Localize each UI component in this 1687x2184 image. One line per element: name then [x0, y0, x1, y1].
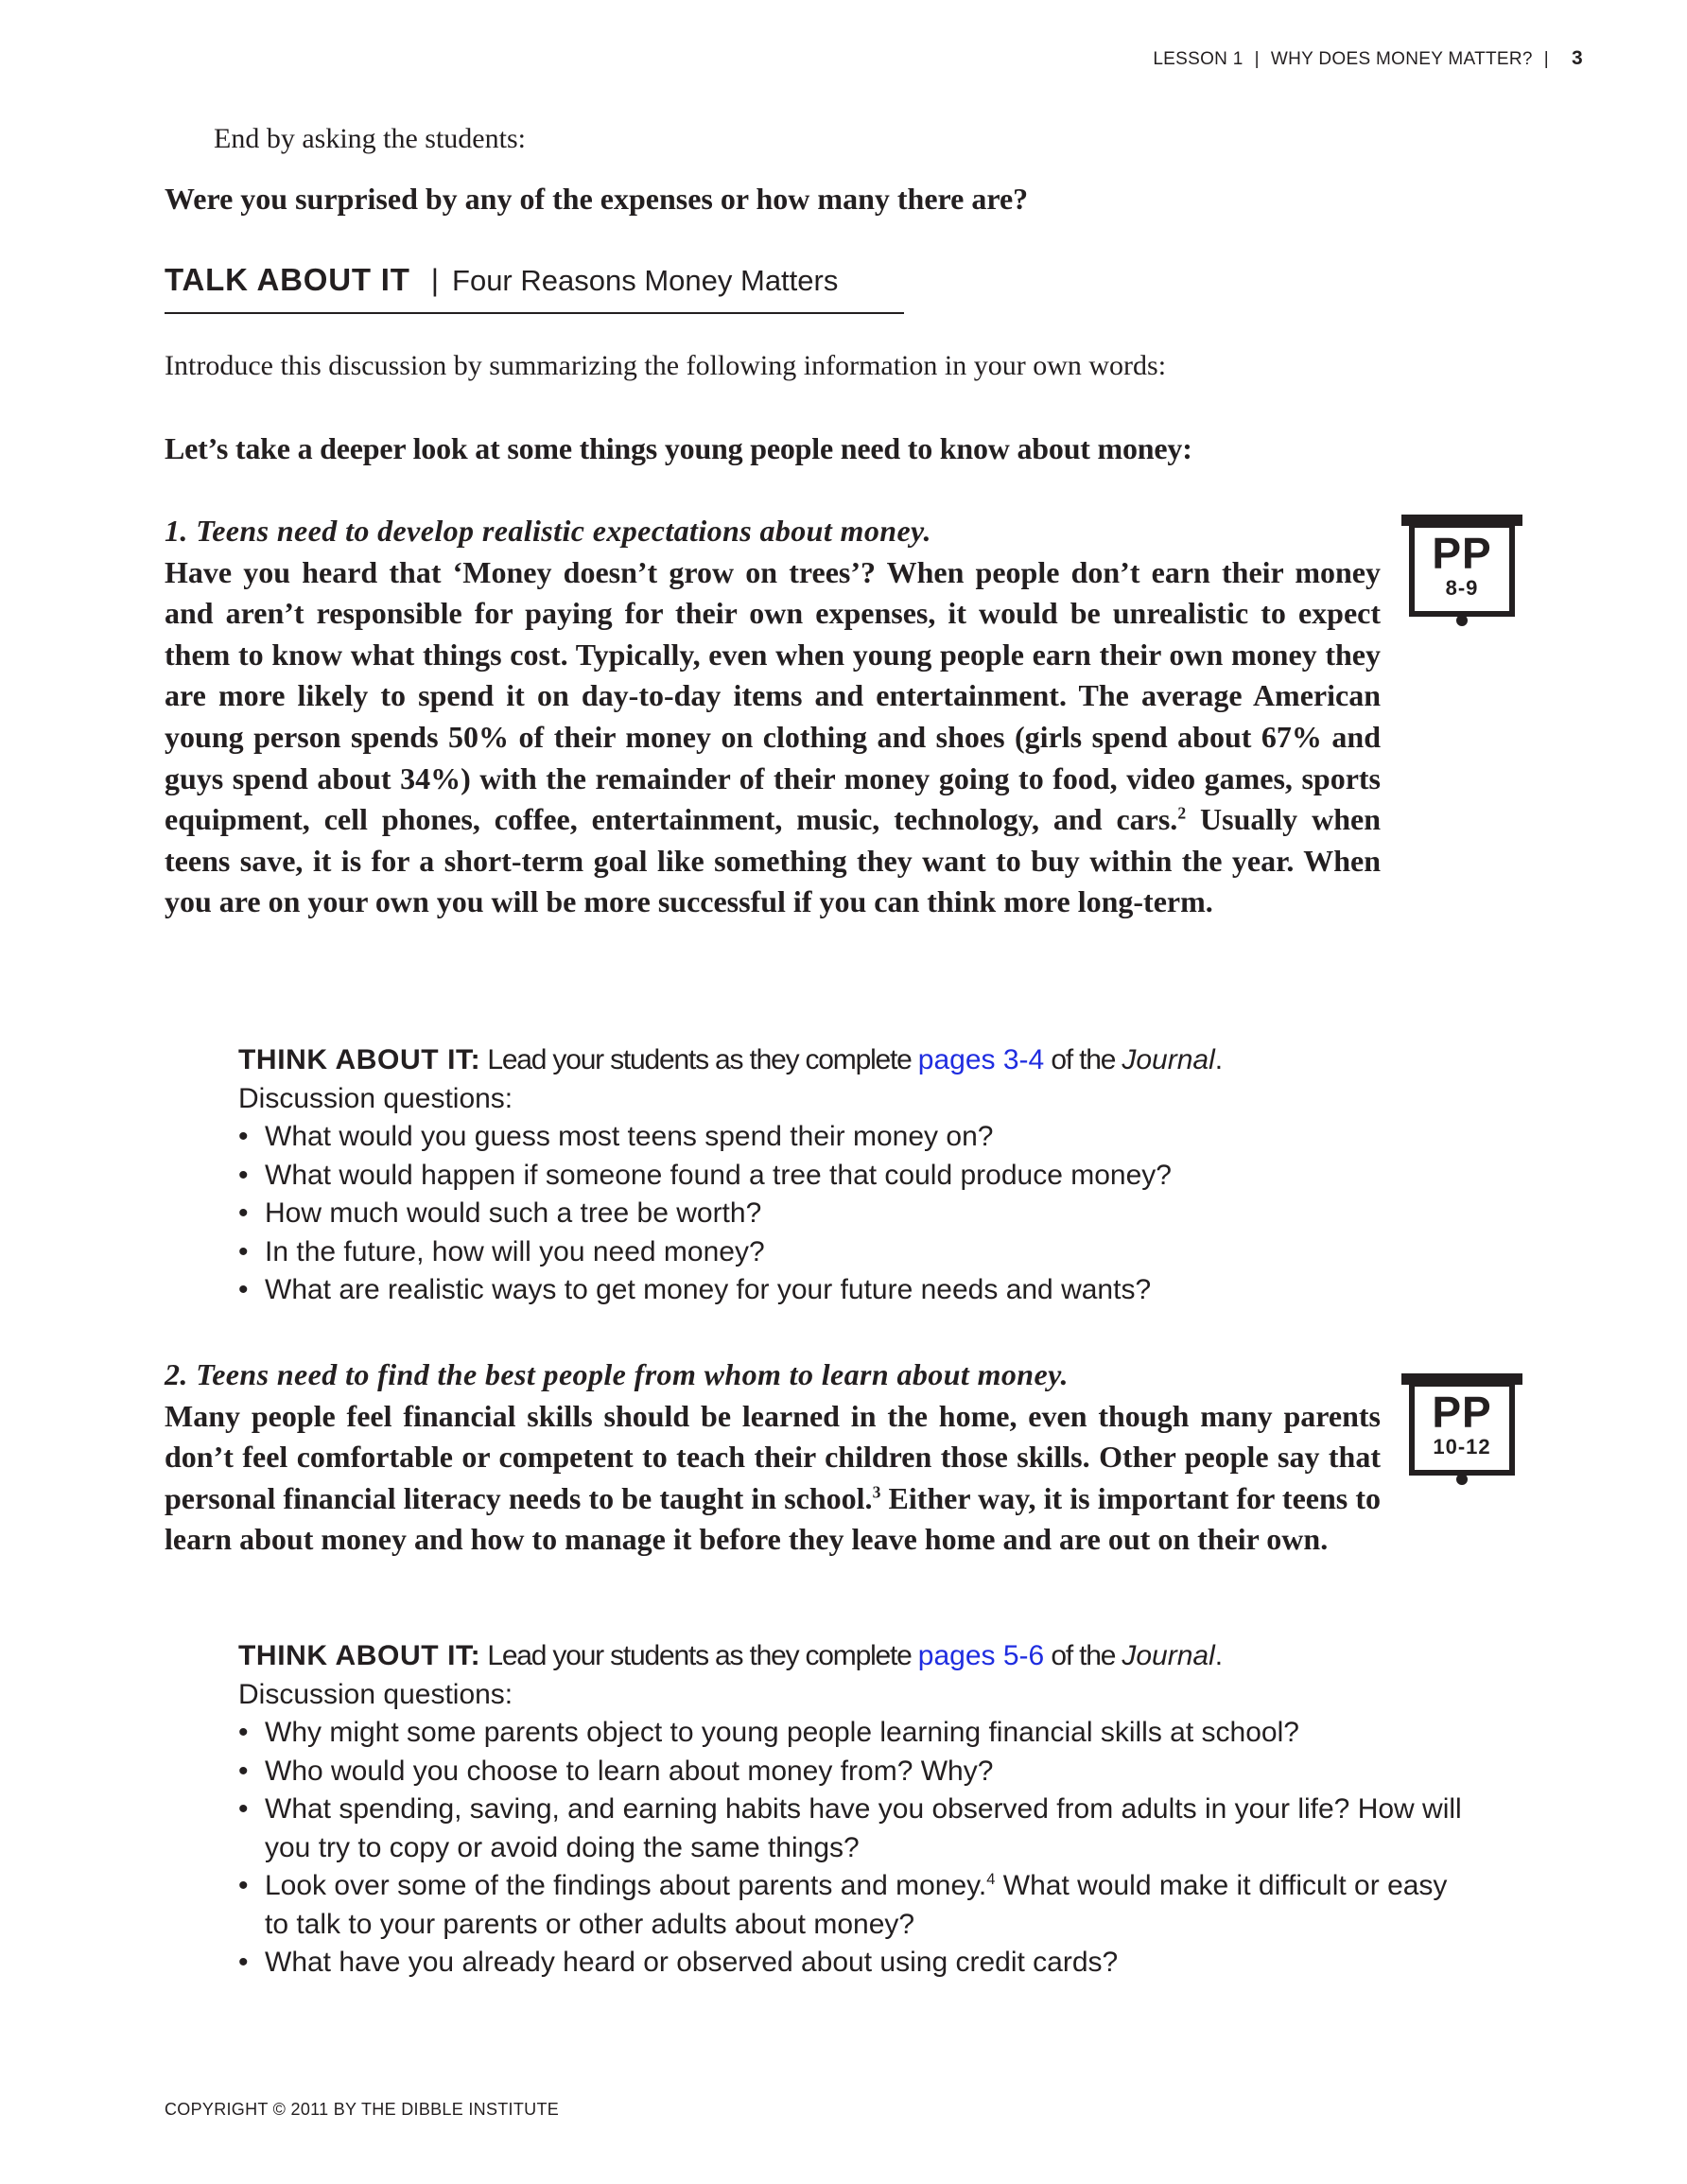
section-1 — [165, 511, 1381, 923]
journal-pages-link[interactable]: pages 5-6 — [917, 1640, 1045, 1671]
talk-about-it-heading — [165, 262, 904, 314]
pp-pages: 10-12 — [1433, 1435, 1491, 1459]
section-1-body: Have you heard that ‘Money doesn’t grow on trees’? When people don’t earn their money and aren’t responsible for paying for their own expenses, it would be unrealistic to expect them to know what things cost. Typically, even when young people earn their own money they are more likely to spend it on day-to-day items and entertainment. The average American young person spends 50% of their money on clothing and shoes (girls spend about 67% and guys spend about 34%) with the remainder of their money going to food, video games, sports equipment, cell phones, coffee, entertainment, music, technology, and cars.$^2$ Usually when teens save, it is for a short-term goal like something they want to buy within the year. When you are on your own you will be more successful if you can think more long-term. — [165, 554, 1382, 919]
running-header: LESSON 1 | WHY DOES MONEY MATTER? | 3 — [1153, 47, 1583, 69]
pp-label: PP — [1432, 1388, 1492, 1437]
pp-pages: 8-9 — [1445, 576, 1479, 600]
end-asking-text: End by asking the students: — [214, 123, 526, 154]
list-item: • Why might some parents object to young people learning financial skills at school? — [238, 1717, 1299, 1748]
heading-separator: | — [430, 263, 440, 297]
copyright-footer: COPYRIGHT © 2011 BY THE DIBBLE INSTITUTE — [165, 2100, 560, 2119]
header-lesson: LESSON 1 — [1153, 49, 1244, 69]
think-about-it-lead: THINK ABOUT IT: Lead your students as they complete pages 3-4 of the Journal. — [238, 1044, 1224, 1075]
list-item: • Look over some of the findings about parents and money.$^4$ What would make it difficult or easy to talk to your parents or other adults about money? — [238, 1870, 1448, 1940]
list-item: • In the future, how will you need money? — [238, 1235, 765, 1267]
discussion-label: Discussion questions: — [238, 1082, 513, 1114]
header-title: WHY DOES MONEY MATTER? — [1270, 49, 1533, 69]
list-item: • What would happen if someone found a tree that could produce money? — [238, 1159, 1172, 1191]
section-2-body: Many people feel financial skills should be learned in the home, even though many parents don’t feel comfortable or competent to teach their children those skills. Other people say that personal financial literacy needs to be taught in school.$^3$ Either way, it is important for teens to learn about money and how to manage it before they leave home and are out on their own. — [165, 1398, 1382, 1557]
list-item: • How much would such a tree be worth? — [238, 1197, 762, 1229]
discussion-questions — [238, 1118, 1468, 1310]
discussion-questions — [238, 1714, 1468, 1983]
page-number: 3 — [1572, 47, 1583, 69]
section-2-heading: 2. Teens need to find the best people from whom to learn about money. — [165, 1357, 1069, 1391]
talk-about-it-subtitle: Four Reasons Money Matters — [452, 264, 839, 297]
footnote-ref: 3 — [872, 1482, 881, 1502]
discussion-label: Discussion questions: — [238, 1678, 513, 1710]
journal-pages-link[interactable]: pages 3-4 — [917, 1044, 1045, 1075]
list-item: • What would you guess most teens spend their money on? — [238, 1121, 994, 1152]
think-about-it-lead: THINK ABOUT IT: Lead your students as they complete pages 5-6 of the Journal. — [238, 1640, 1224, 1671]
list-item: • What have you already heard or observed about using credit cards? — [238, 1947, 1119, 1978]
deeper-look-text: Let’s take a deeper look at some things young people need to know about money: — [165, 431, 1192, 465]
think-about-it-1 — [238, 1041, 1468, 1310]
think-about-it-2 — [238, 1637, 1468, 1983]
list-item: • What are realistic ways to get money for your future needs and wants? — [238, 1274, 1152, 1305]
list-item: • What spending, saving, and earning habits have you observed from adults in your life? How will you try to copy or avoid doing the same things? — [238, 1793, 1462, 1863]
footnote-ref: 4 — [986, 1871, 996, 1888]
talk-about-it-label: TALK ABOUT IT — [165, 262, 410, 297]
introduce-text: Introduce this discussion by summarizing the following information in your own words: — [165, 350, 1167, 381]
presentation-slide-icon — [1401, 1370, 1522, 1491]
footnote-ref: 2 — [1177, 803, 1187, 823]
presentation-slide-icon — [1401, 511, 1522, 632]
list-item: • Who would you choose to learn about money from? Why? — [238, 1755, 994, 1787]
section-2 — [165, 1354, 1381, 1561]
pp-label: PP — [1432, 529, 1492, 578]
section-1-heading: 1. Teens need to develop realistic expectations about money. — [165, 514, 931, 548]
surprise-question: Were you surprised by any of the expenses or how many there are? — [165, 182, 1029, 216]
